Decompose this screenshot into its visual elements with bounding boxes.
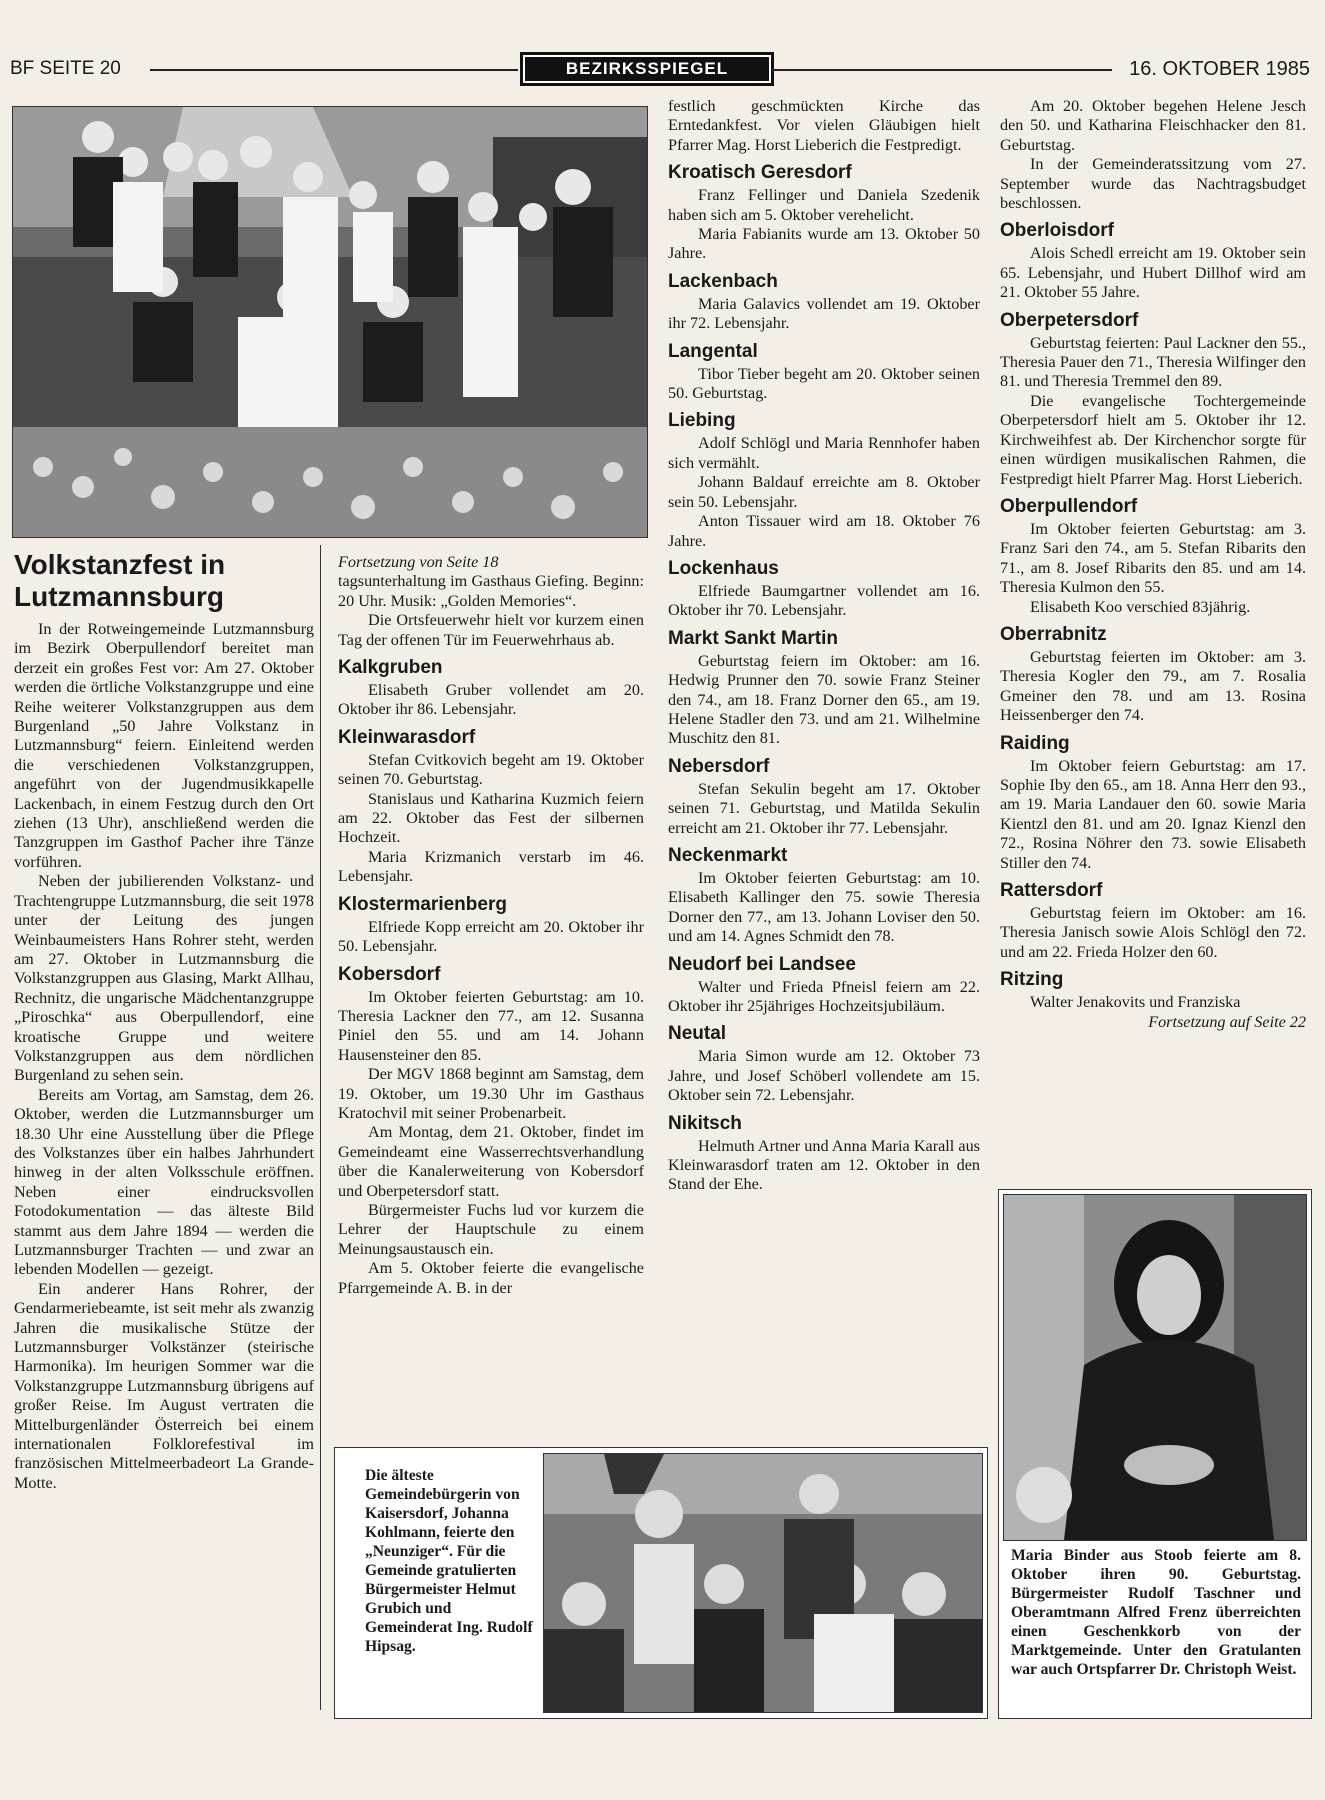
news-item: Adolf Schlögl und Maria Rennhofer haben sich vermählt. — [668, 434, 980, 472]
locality-heading-langental: Langental — [668, 340, 758, 362]
news-item: Johann Baldauf erreichte am 8. Oktober sein 50. Lebensjahr. — [668, 473, 980, 511]
news-item: Elisabeth Gruber vollendet am 20. Oktober ihr 86. Lebensjahr. — [338, 681, 644, 719]
news-item: Walter und Frieda Pfneisl feiern am 22. Oktober ihr 25jähriges Hochzeitsjubiläum. — [668, 977, 980, 1015]
news-item: Tibor Tieber begeht am 20. Oktober seinen 50. Geburtstag. — [668, 364, 980, 403]
photo-box-binder — [998, 1189, 1312, 1719]
news-item: Elisabeth Koo verschied 83jährig. — [1030, 597, 1251, 616]
news-item: Geburtstag feiern im Oktober: am 16. Theresia Janisch sowie Alois Schlögl den 72. und am 22. Frieda Holzer den 60. — [1000, 904, 1306, 961]
locality-heading-rattersdorf: Rattersdorf — [1000, 880, 1103, 901]
locality-heading-ritzing: Ritzing — [1000, 969, 1064, 991]
news-item: Stefan Cvitkovich begeht am 19. Oktober seinen 70. Geburtstag. — [338, 750, 644, 789]
caption-binder: Maria Binder aus Stoob feierte am 8. Oktober ihren 90. Geburtstag. Bürgermeister Rudolf Taschner und Oberamtmann Alfred Frenz überreichten einen Geschenkkorb von der Marktgemeinde. Unter den Gratulanten war auch Ortspfarrer Dr. Christoph Weist. — [1011, 1547, 1301, 1678]
page-number-label: BF SEITE 20 — [10, 58, 121, 79]
news-column-4 — [1000, 97, 1306, 1032]
news-item: Franz Fellinger und Daniela Szedenik haben sich am 5. Oktober verehelicht. — [668, 186, 980, 224]
section-title: BEZIRKSSPIEGEL — [525, 57, 769, 81]
locality-heading-neckenmarkt: Neckenmarkt — [668, 844, 788, 866]
news-item: Elfriede Baumgartner vollendet am 16. Oktober ihr 70. Lebensjahr. — [668, 581, 980, 620]
news-item: Maria Fabianits wurde am 13. Oktober 50 Jahre. — [668, 225, 980, 263]
locality-heading-lockenhaus: Lockenhaus — [668, 557, 779, 579]
continued-on-note: Fortsetzung auf Seite 22 — [1148, 1012, 1306, 1031]
article-paragraph: Ein anderer Hans Rohrer, der Gendarmeriebeamte, ist seit mehr als zwanzig Jahren die musikalische Stütze der Lutzmannsburger Volkstänzer (steirische Harmonika). Im heurigen Sommer war die Volkstanzgruppe Lutzmannsburg übrigens auf großer Reise. Im August vertraten die Mittelburgenländer Österreich bei einem internationalen Folklorefestival im französischen Mittelmeerbadeort La Grande-Motte. — [14, 1279, 314, 1492]
locality-heading-liebing: Liebing — [668, 410, 736, 432]
news-item: Im Oktober feierten Geburtstag: am 10. Theresia Lackner den 77., am 12. Susanna Piniel den 55. und am 14. Johann Hausensteiner den 85. — [338, 987, 644, 1064]
news-item: Geburtstag feiern im Oktober: am 16. Hedwig Prunner den 70. sowie Franz Steiner den 74., am 18. Franz Dorner den 65., am 19. Helene Stadler den 73. und am 21. Wilhelmine Muschitz den 81. — [668, 651, 980, 748]
locality-heading-klostermarienberg: Klostermarienberg — [338, 893, 507, 915]
news-item: Am 20. Oktober begehen Helene Jesch den 50. und Katharina Fleischhacker den 81. Geburtstag. — [1000, 97, 1306, 154]
news-item: festlich geschmückten Kirche das Erntedankfest. Vor vielen Gläubigen hielt Pfarrer Mag. Horst Lieberich die Festpredigt. — [668, 97, 980, 154]
locality-heading-kleinwarasdorf: Kleinwarasdorf — [338, 726, 476, 748]
news-item: Der MGV 1868 beginnt am Samstag, dem 19. Oktober, um 19.30 Uhr im Gasthaus Kratochvil mit seiner Probenarbeit. — [338, 1065, 644, 1122]
article-body — [14, 620, 314, 1493]
news-item: Am Montag, dem 21. Oktober, findet im Gemeindeamt eine Wasserrechtsverhandlung über die Kanalerweiterung von Kobersdorf und Oberpetersdorf statt. — [338, 1123, 644, 1200]
article-paragraph: In der Rotweingemeinde Lutzmannsburg im Bezirk Oberpullendorf bereitet man derzeit ein großes Fest vor: Am 27. Oktober werden die örtliche Volkstanzgruppe und eine Reihe weiterer Volkstanzgruppen aus dem Burgenland „50 Jahre Volkstanz in Lutzmannsburg“ feiern. Einleitend werden die verschiedenen Volkstanzgruppen, angeführt von der Jugendmusikkapelle Lackenbach, in einem Festzug durch den Ort ziehen (13 Uhr), anschließend werden die Tanzgruppen im Gasthof Pacher ihre Tänze vorführen. — [14, 620, 314, 871]
news-item: Im Oktober feiern Geburtstag: am 17. Sophie Iby den 65., am 18. Anna Herr den 93., am 19. Maria Landauer den 60. sowie Maria Kientzl den 81. und am 20. Ignaz Kienzl den 72., Rosina Nöhrer den 73. sowie Elisabeth Stiller den 74. — [1000, 756, 1306, 872]
locality-heading-nikitsch: Nikitsch — [668, 1112, 742, 1134]
news-item: Alois Schedl erreicht am 19. Oktober sein 65. Lebensjahr, und Hubert Dillhof wird am 21. Oktober 55 Jahre. — [1000, 244, 1306, 302]
article-headline: Volkstanzfest in Lutzmannsburg — [14, 549, 226, 612]
locality-heading-neutal: Neutal — [668, 1023, 727, 1045]
news-item: Geburtstag feierten im Oktober: am 3. Theresia Kogler den 79., am 7. Rosalia Gmeiner den 78. und am 13. Rosina Heissenberger den 74. — [1000, 647, 1306, 725]
locality-heading-neudorf-bei-landsee: Neudorf bei Landsee — [668, 953, 856, 975]
header-rule-left — [150, 69, 518, 71]
photo-box-kohlmann — [334, 1447, 988, 1719]
news-item: Bürgermeister Fuchs lud vor kurzem die Lehrer der Hauptschule zu einem Meinungsaustausch ein. — [338, 1200, 644, 1258]
header-rule-right — [772, 69, 1112, 71]
news-item: Geburtstag feierten: Paul Lackner den 55., Theresia Pauer den 71., Theresia Wilfinger den 81. und Theresia Tremmel den 89. — [1000, 333, 1306, 391]
locality-heading-kroatisch-geresdorf: Kroatisch Geresdorf — [668, 162, 852, 184]
news-column-2 — [338, 553, 644, 1298]
photo-kohlmann — [543, 1453, 983, 1713]
locality-heading-kobersdorf: Kobersdorf — [338, 963, 441, 985]
news-item: Maria Krizmanich verstarb im 46. Lebensjahr. — [338, 847, 644, 886]
news-column-3 — [668, 97, 980, 1195]
section-banner — [520, 52, 774, 86]
locality-heading-oberloisdorf: Oberloisdorf — [1000, 220, 1115, 242]
caption-kohlmann: Die älteste Gemeindebürgerin von Kaisersdorf, Johanna Kohlmann, feierte den „Neunziger“. Für die Gemeinde gratulierten Bürgermeister Helmut Grubich und Gemeinderat Ing. Rudolf Hipsag. — [365, 1467, 533, 1655]
locality-heading-nebersdorf: Nebersdorf — [668, 755, 770, 777]
news-item: Die Ortsfeuerwehr hielt vor kurzem einen Tag der offenen Tür im Feuerwehrhaus ab. — [338, 611, 644, 649]
news-item: Elfriede Kopp erreicht am 20. Oktober ihr 50. Lebensjahr. — [338, 917, 644, 956]
locality-heading-markt-sankt-martin: Markt Sankt Martin — [668, 627, 838, 649]
news-item: Im Oktober feierten Geburtstag: am 3. Franz Sari den 74., am 5. Stefan Ribarits den 71., am 8. Josef Ribarits den 85. und am 14. Theresia Kulmon den 55. — [1000, 519, 1306, 597]
locality-heading-oberrabnitz: Oberrabnitz — [1000, 623, 1107, 645]
locality-heading-oberpetersdorf: Oberpetersdorf — [1000, 309, 1139, 331]
news-item: Stanislaus und Katharina Kuzmich feiern am 22. Oktober das Fest der silbernen Hochzeit. — [338, 789, 644, 847]
news-item: Helmuth Artner und Anna Maria Karall aus Kleinwarasdorf traten am 12. Oktober in den Stand der Ehe. — [668, 1136, 980, 1194]
locality-heading-kalkgruben: Kalkgruben — [338, 657, 443, 679]
news-item: Im Oktober feierten Geburtstag: am 10. Elisabeth Kallinger den 75. sowie Theresia Dorner den 77., am 13. Johann Loviser den 50. und am 14. Agnes Schmidt den 78. — [668, 868, 980, 946]
photo-dance-group — [12, 106, 648, 538]
news-item: Maria Galavics vollendet am 19. Oktober ihr 72. Lebensjahr. — [668, 294, 980, 333]
news-item: Anton Tissauer wird am 18. Oktober 76 Jahre. — [668, 512, 980, 550]
news-item: Stefan Sekulin begeht am 17. Oktober seinen 71. Geburtstag, und Matilda Sekulin erreicht am 21. Oktober ihr 77. Lebensjahr. — [668, 779, 980, 837]
article-paragraph: Neben der jubilierenden Volkstanz- und Trachtengruppe Lutzmannsburg, die seit 1978 unter der Leitung des jungen Weinbaumeisters Hans Rohrer steht, werden am 27. Oktober in Lutzmannsburg die Volkstanzgruppen aus Glasing, Markt Allhau, Rechnitz, die ungarische Mädchentanzgruppe „Piroschka“ aus Oberpullendorf, eine kroatische Gruppe und weitere Volkstanzgruppen aus dem nördlichen Burgenland zu sehen sein. — [14, 872, 314, 1085]
news-item: Die evangelische Tochtergemeinde Oberpetersdorf hielt am 5. Oktober ihr 12. Kirchweihfest ab. Der Kirchenchor sorgte für einen würdigen musikalischen Rahmen, die Festpredigt hielt Pfarrer Mag. Horst Lieberich. — [1000, 391, 1306, 488]
news-item: Walter Jenakovits und Franziska — [1030, 993, 1241, 1012]
continued-from-note: Fortsetzung von Seite 18 — [338, 553, 499, 571]
locality-heading-lackenbach: Lackenbach — [668, 270, 778, 292]
news-item: tagsunterhaltung im Gasthaus Giefing. Beginn: 20 Uhr. Musik: „Golden Memories“. — [338, 572, 644, 610]
news-item: In der Gemeinderatssitzung vom 27. September wurde das Nachtragsbudget beschlossen. — [1000, 155, 1306, 213]
photo-binder — [1003, 1194, 1307, 1541]
locality-heading-oberpullendorf: Oberpullendorf — [1000, 495, 1138, 517]
news-item: Am 5. Oktober feierte die evangelische Pfarrgemeinde A. B. in der — [338, 1259, 644, 1297]
issue-date: 16. OKTOBER 1985 — [1129, 58, 1310, 80]
page-header — [10, 52, 1310, 88]
article-paragraph: Bereits am Vortag, am Samstag, dem 26. Oktober, werden die Lutzmannsburger um 18.30 Uhr eine Ausstellung über die Pflege des Volkstanzes über ein halbes Jahrhundert hinweg in der alten Volksschule eröffnen. Neben einer eindrucksvollen Fotodokumentation — das älteste Bild stammt aus dem Jahre 1894 — werden die Lutzmannsburger Trachten — und zwar an lebenden Modellen — gezeigt. — [14, 1085, 314, 1279]
locality-heading-raiding: Raiding — [1000, 732, 1070, 754]
news-item: Maria Simon wurde am 12. Oktober 73 Jahre, und Josef Schöberl vollendete am 15. Oktober sein 72. Lebensjahr. — [668, 1047, 980, 1105]
column-rule-1 — [320, 545, 321, 1710]
